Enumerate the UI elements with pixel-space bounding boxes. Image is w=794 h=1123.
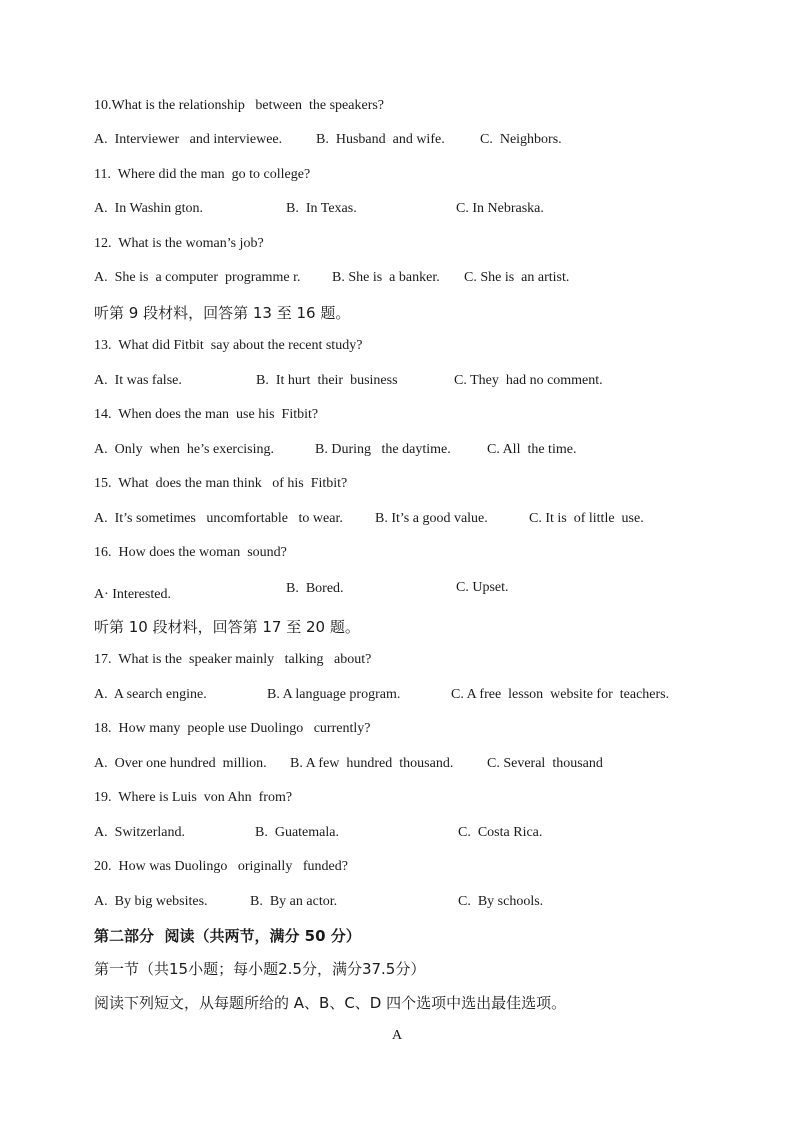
question-stem-14: 14. When does the man use his Fitbit? — [94, 407, 319, 422]
option-20-c: C. By schools. — [458, 894, 544, 909]
option-17-b: B. A language program. — [267, 687, 401, 702]
option-13-a: A. It was false. — [94, 373, 182, 388]
option-10-c: C. Neighbors. — [480, 132, 562, 147]
option-12-c: C. She is an artist. — [464, 270, 570, 285]
option-20-b: B. By an actor. — [250, 894, 338, 909]
question-stem-11: 11. Where did the man go to college? — [94, 167, 311, 182]
option-12-b: B. She is a banker. — [332, 270, 440, 285]
option-17-c: C. A free lesson website for teachers. — [451, 687, 670, 702]
question-stem-20: 20. How was Duolingo originally funded? — [94, 859, 348, 874]
option-15-a: A. It’s sometimes uncomfortable to wear. — [94, 511, 343, 526]
option-19-a: A. Switzerland. — [94, 825, 185, 840]
option-18-b: B. A few hundred thousand. — [290, 756, 454, 771]
option-10-a: A. Interviewer and interviewee. — [94, 132, 283, 147]
question-stem-12: 12. What is the woman’s job? — [94, 236, 264, 251]
question-stem-17: 17. What is the speaker mainly talking about? — [94, 652, 372, 667]
option-10-b: B. Husband and wife. — [316, 132, 445, 147]
question-stem-19: 19. Where is Luis von Ahn from? — [94, 790, 293, 805]
option-20-a: A. By big websites. — [94, 894, 208, 909]
option-18-a: A. Over one hundred million. — [94, 756, 267, 771]
question-stem-13: 13. What did Fitbit say about the recent study? — [94, 338, 363, 353]
option-16-c: C. Upset. — [456, 580, 509, 595]
option-16-a: A· Interested. — [94, 587, 171, 602]
reading-direction: 阅读下列短文，从每题所给的 A、B、C、D 四个选项中选出最佳选项。 — [94, 994, 567, 1012]
option-11-a: A. In Washin gton. — [94, 201, 204, 216]
option-12-a: A. She is a computer programme r. — [94, 270, 301, 285]
passage-label: A — [391, 1028, 403, 1043]
option-11-b: B. In Texas. — [286, 201, 357, 216]
option-14-a: A. Only when he’s exercising. — [94, 442, 275, 457]
part-2-heading: 第二部分 阅读（共两节，满分 50 分） — [94, 927, 361, 945]
option-15-c: C. It is of little use. — [529, 511, 644, 526]
question-stem-18: 18. How many people use Duolingo currently? — [94, 721, 371, 736]
option-15-b: B. It’s a good value. — [375, 511, 488, 526]
option-17-a: A. A search engine. — [94, 687, 207, 702]
option-19-b: B. Guatemala. — [255, 825, 339, 840]
option-19-c: C. Costa Rica. — [458, 825, 543, 840]
option-14-c: C. All the time. — [487, 442, 577, 457]
option-14-b: B. During the daytime. — [315, 442, 451, 457]
option-13-c: C. They had no comment. — [454, 373, 603, 388]
question-stem-16: 16. How does the woman sound? — [94, 545, 287, 560]
option-11-c: C. In Nebraska. — [456, 201, 544, 216]
section-1-heading: 第一节（共15小题；每小题2.5分，满分37.5分） — [94, 960, 426, 978]
section-10-instruction: 听第 10 段材料，回答第 17 至 20 题。 — [94, 618, 360, 636]
question-stem-15: 15. What does the man think of his Fitbit? — [94, 476, 348, 491]
option-13-b: B. It hurt their business — [256, 373, 398, 388]
section-9-instruction: 听第 9 段材料，回答第 13 至 16 题。 — [94, 304, 351, 322]
option-16-b: B. Bored. — [286, 581, 344, 596]
question-stem-10: 10.What is the relationship between the speakers? — [94, 98, 385, 113]
option-18-c: C. Several thousand — [487, 756, 603, 771]
